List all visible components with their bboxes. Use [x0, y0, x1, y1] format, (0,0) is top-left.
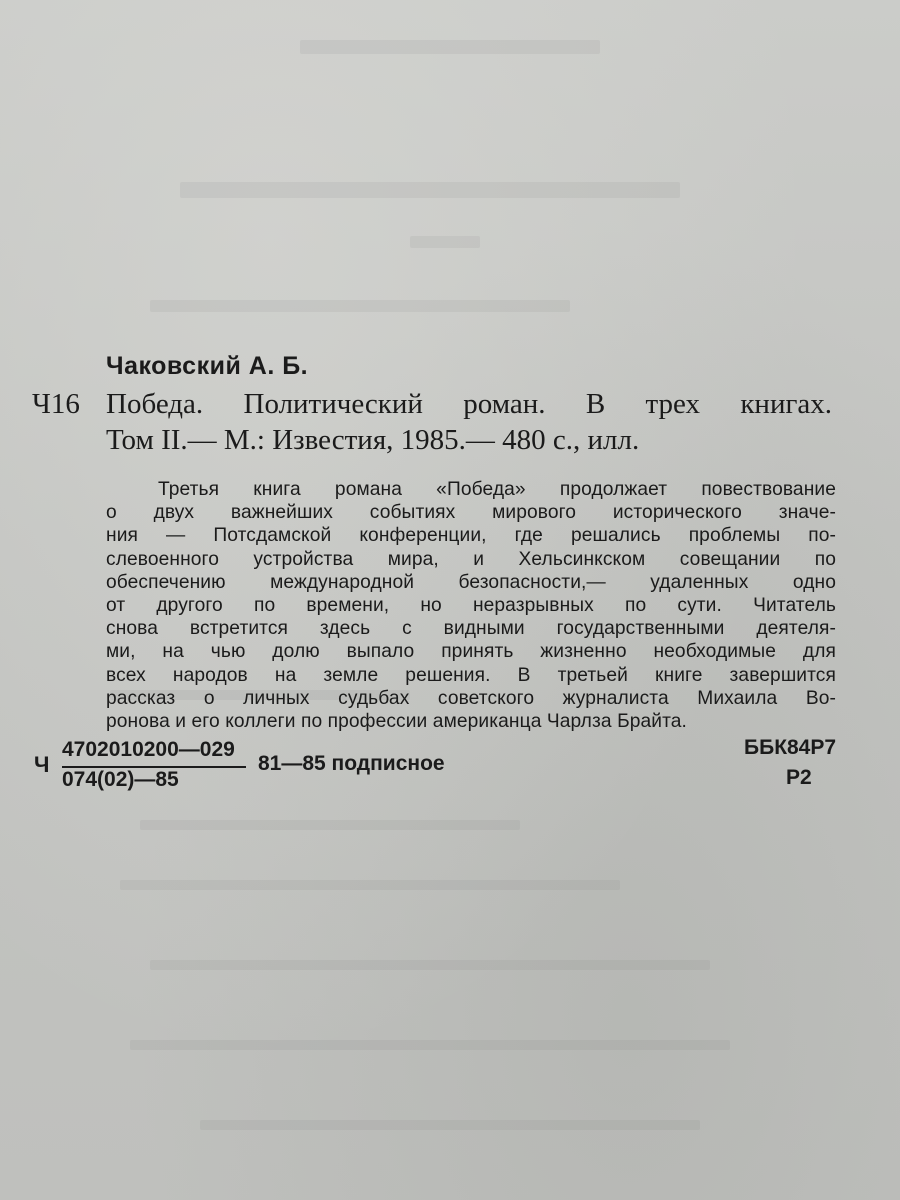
- show-through-mark: [180, 182, 680, 198]
- show-through-mark: [150, 300, 570, 312]
- title-line: Победа. Политический роман. В трех книгах.: [106, 388, 832, 420]
- annotation-line: обеспечению международной безопасности,— удаленных одно: [106, 571, 836, 593]
- show-through-mark: [150, 960, 710, 970]
- annotation-line: слевоенного устройства мира, и Хельсинкском совещании по: [106, 548, 836, 570]
- annotation-line: о двух важнейших событиях мирового исторического значе-: [106, 502, 836, 524]
- show-through-mark: [300, 40, 600, 54]
- annotation-line: от другого по времени, но неразрывных по сути. Читатель: [106, 595, 836, 617]
- subscription-note: 81—85 подписное: [258, 752, 445, 775]
- annotation-line: снова встретится здесь с видными государственными деятеля-: [106, 618, 836, 640]
- imprint-numerator: 4702010200—029: [62, 738, 235, 761]
- call-code: Ч16: [32, 388, 80, 420]
- show-through-mark: [130, 1040, 730, 1050]
- annotation: [106, 478, 836, 733]
- show-through-mark: [120, 880, 620, 890]
- publication-line: Том II.— М.: Известия, 1985.— 480 с., илл.: [106, 424, 640, 456]
- annotation-line: рассказ о личных судьбах советского журналиста Михаила Во-: [106, 687, 836, 709]
- r-code: Р2: [786, 766, 812, 789]
- imprint-letter: Ч: [34, 752, 50, 777]
- show-through-mark: [410, 236, 480, 248]
- author-name: Чаковский А. Б.: [106, 352, 309, 380]
- annotation-line: ния — Потсдамской конференции, где решались проблемы по-: [106, 525, 836, 547]
- annotation-line: ми, на чью долю выпало принять жизненно необходимые для: [106, 641, 836, 663]
- annotation-line: ронова и его коллеги по профессии американца Чарлза Брайта.: [106, 711, 687, 733]
- show-through-mark: [140, 820, 520, 830]
- imprint-denominator: 074(02)—85: [62, 768, 179, 791]
- bbk-code: ББК84Р7: [744, 736, 837, 759]
- annotation-line: всех народов на земле решения. В третьей книге завершится: [106, 664, 836, 686]
- annotation-line: Третья книга романа «Победа» продолжает повествование: [158, 479, 836, 500]
- show-through-mark: [200, 1120, 700, 1130]
